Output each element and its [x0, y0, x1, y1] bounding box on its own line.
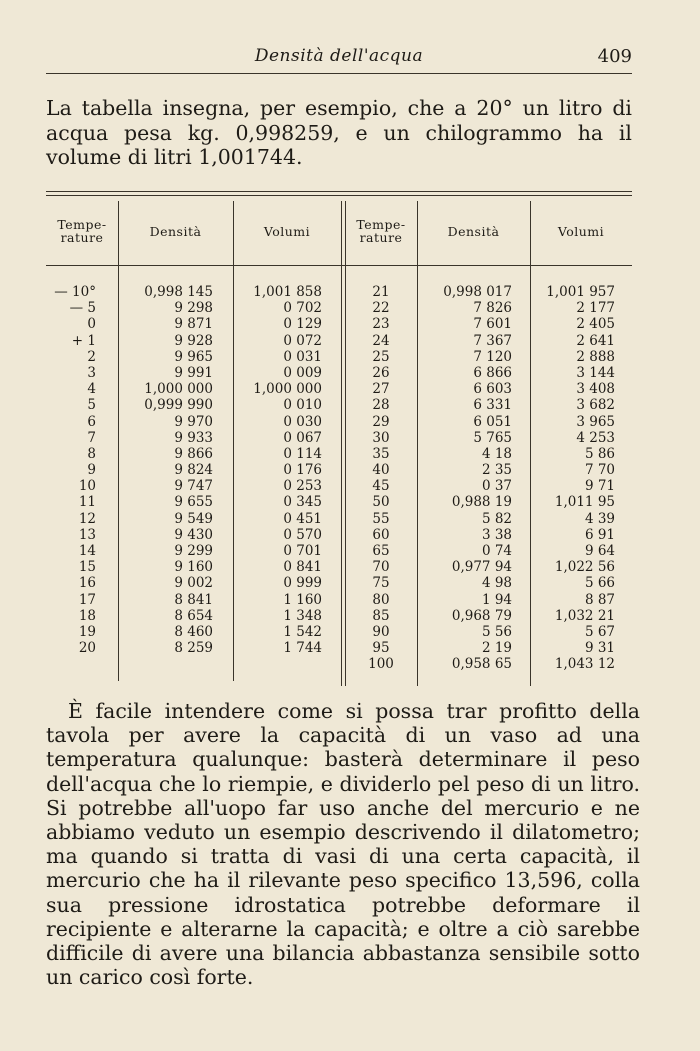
left-densities-cell: 0,999 990	[144, 397, 213, 414]
right-volumes-cell: 3 408	[576, 381, 615, 398]
right-volumes-cell: 5 66	[584, 575, 615, 592]
left-densities-cell: 9 160	[174, 559, 213, 576]
left-volumes-cell: 1 542	[283, 623, 322, 640]
right-temperatures-cell: 23	[372, 316, 390, 333]
left-temperatures-cell: 15	[78, 559, 96, 576]
right-volumes-cell: 2 641	[576, 332, 615, 349]
right-temperatures-cell: 25	[372, 348, 390, 365]
left-densities-cell: 8 259	[174, 640, 213, 657]
right-densities-cell: 0,998 017	[443, 284, 512, 300]
left-temperatures-cell: 10	[78, 478, 96, 495]
right-densities-cell: 3 38	[481, 526, 512, 543]
right-temperatures-cell: 22	[372, 300, 390, 317]
left-densities-cell: 9 991	[174, 364, 213, 381]
left-temperatures-cell: — 5	[69, 300, 96, 317]
left-volumes-cell: 0 010	[283, 397, 322, 414]
left-volumes-cell: 0 072	[283, 332, 322, 349]
left-temperatures-cell: 20	[78, 640, 96, 657]
right-volumes-cell: 3 965	[576, 413, 615, 430]
left-temperatures-cell: 6	[87, 413, 96, 430]
left-temperatures-cell: 2	[87, 348, 96, 365]
left-volumes-cell: 0 129	[283, 316, 322, 333]
left-volumes-cell: 0 570	[283, 526, 322, 543]
right-temperatures-cell: 28	[372, 397, 390, 414]
right-densities-cell: 7 120	[473, 348, 512, 365]
right-densities-cell: 4 18	[481, 445, 512, 462]
left-temperatures-cell: 13	[78, 526, 96, 543]
right-volumes-cell: 7 70	[584, 462, 615, 479]
table-top-rule	[46, 191, 632, 192]
right-temperatures-cell: 95	[372, 640, 390, 657]
right-temperatures-cell: 85	[372, 607, 390, 624]
left-volume-column	[233, 284, 322, 656]
left-temperatures-cell: 18	[78, 607, 96, 624]
left-densities-cell: 9 928	[174, 332, 213, 349]
right-volumes-cell: 3 144	[576, 364, 615, 381]
right-temperatures-cell: 29	[372, 413, 390, 430]
right-densities-cell: 5 765	[473, 429, 512, 446]
right-volumes-cell: 5 86	[584, 445, 615, 462]
right-temperatures-cell: 90	[372, 623, 390, 640]
right-density-column	[417, 284, 512, 673]
left-volumes-cell: 0 345	[283, 494, 322, 511]
right-volumes-cell: 3 682	[576, 397, 615, 414]
left-densities-cell: 9 970	[174, 413, 213, 430]
left-densities-cell: 8 654	[174, 607, 213, 624]
right-densities-cell: 6 331	[473, 397, 512, 414]
left-volumes-cell: 0 009	[283, 364, 322, 381]
right-densities-cell: 6 051	[473, 413, 512, 430]
right-densities-cell: 0,977 94	[451, 559, 512, 576]
left-volumes-cell: 1,001 858	[253, 284, 322, 300]
left-volumes-cell: 0 253	[283, 478, 322, 495]
left-temperatures-cell: + 1	[71, 332, 96, 349]
left-volumes-cell: 0 030	[283, 413, 322, 430]
right-temperatures-cell: 60	[372, 526, 390, 543]
right-volumes-cell: 1,032 21	[554, 607, 615, 624]
left-densities-cell: 1,000 000	[144, 381, 213, 398]
intro-paragraph: La tabella insegna, per esempio, che a 20° un litro di acqua pesa kg. 0,998259, e un chilogrammo ha il volume di litri 1,001744.	[46, 96, 632, 169]
header-density-left: Densità	[149, 223, 202, 239]
left-temperatures-cell: 3	[87, 364, 96, 381]
left-temperatures-cell: 19	[78, 623, 96, 640]
right-temperatures-cell: 45	[372, 478, 390, 495]
left-density-column	[118, 284, 213, 656]
right-densities-cell: 2 19	[481, 640, 512, 657]
right-densities-cell: 0 74	[481, 543, 512, 559]
body-paragraph	[46, 699, 640, 989]
body-paragraph-text: È facile intendere come si possa trar profitto della tavola per avere la capacità di un vaso ad una temperatura qualunque: basterà determinare il peso dell'acqua che lo riempie, e dividerlo pel peso di un litro. Si potrebbe all'uopo far uso anche del mercurio e ne abbiamo veduto un esempio descrivendo il dilatometro; ma quando si tratta di vasi di una certa capacità, il mercurio che ha il rilevante peso specifico 13,596, colla sua pressione idrostatica potrebbe deformare il recipiente e alterarne la capacità; e oltre a ciò sarebbe difficile di avere una bilancia abbastanza sensibile sotto un carico così forte.	[46, 699, 640, 990]
right-densities-cell: 6 603	[473, 381, 512, 398]
header-density-right: Densità	[447, 223, 500, 239]
right-temperatures-cell: 75	[372, 575, 390, 592]
right-temperatures-cell: 26	[372, 364, 390, 381]
left-temperature-column	[46, 284, 96, 656]
left-densities-cell: 8 460	[174, 623, 213, 640]
left-densities-cell: 9 824	[174, 462, 213, 479]
right-densities-cell: 4 98	[481, 575, 512, 592]
right-volumes-cell: 2 405	[576, 316, 615, 333]
right-densities-cell: 0,988 19	[451, 494, 512, 511]
table-top-rule-inner	[46, 195, 632, 196]
left-temperatures-cell: 14	[78, 543, 96, 559]
left-volumes-cell: 0 031	[283, 348, 322, 365]
left-volumes-cell: 1 348	[283, 607, 322, 624]
right-temperatures-cell: 30	[372, 429, 390, 446]
right-densities-cell: 0,958 65	[451, 656, 512, 673]
left-volumes-cell: 0 451	[283, 510, 322, 527]
left-densities-cell: 9 430	[174, 526, 213, 543]
right-volumes-cell: 5 67	[584, 623, 615, 640]
left-temperatures-cell: 5	[87, 397, 96, 414]
left-temperatures-cell: 0	[87, 316, 96, 333]
left-temperatures-cell: 12	[78, 510, 96, 527]
right-densities-cell: 0 37	[481, 478, 512, 495]
left-densities-cell: 9 933	[174, 429, 213, 446]
left-densities-cell: 9 866	[174, 445, 213, 462]
right-densities-cell: 0,968 79	[451, 607, 512, 624]
left-volumes-cell: 0 067	[283, 429, 322, 446]
left-volumes-cell: 1 744	[283, 640, 322, 657]
right-temperature-column	[345, 284, 417, 673]
right-volumes-cell: 1,022 56	[554, 559, 615, 576]
left-volumes-cell: 0 702	[283, 300, 322, 317]
right-temperatures-cell: 65	[372, 543, 390, 559]
right-densities-cell: 7 826	[473, 300, 512, 317]
right-volumes-cell: 1,001 957	[546, 284, 615, 300]
right-densities-cell: 5 82	[481, 510, 512, 527]
left-volumes-cell: 0 999	[283, 575, 322, 592]
left-temperatures-cell: 11	[78, 494, 96, 511]
right-volumes-cell: 8 87	[584, 591, 615, 608]
page-number: 409	[597, 46, 632, 67]
header-volumes-left: Volumi	[263, 223, 311, 239]
left-volumes-cell: 1 160	[283, 591, 322, 608]
right-volume-column	[530, 284, 615, 673]
right-densities-cell: 6 866	[473, 364, 512, 381]
right-volumes-cell: 9 71	[584, 478, 615, 495]
left-temperatures-cell: 7	[87, 429, 96, 446]
left-temperatures-cell: 17	[78, 591, 96, 608]
left-densities-cell: 9 549	[174, 510, 213, 527]
right-temperatures-cell: 70	[372, 559, 390, 576]
left-volumes-cell: 0 841	[283, 559, 322, 576]
right-densities-cell: 7 601	[473, 316, 512, 333]
left-temperatures-cell: 8	[87, 445, 96, 462]
left-volumes-cell: 0 114	[283, 445, 322, 462]
right-densities-cell: 5 56	[481, 623, 512, 640]
right-temperatures-cell: 35	[372, 445, 390, 462]
left-densities-cell: 9 298	[174, 300, 213, 317]
right-densities-cell: 2 35	[481, 462, 512, 479]
left-densities-cell: 9 871	[174, 316, 213, 333]
running-title: Densità dell'acqua	[254, 46, 424, 66]
right-volumes-cell: 9 64	[584, 543, 615, 559]
right-volumes-cell: 4 39	[584, 510, 615, 527]
right-temperatures-cell: 100	[368, 656, 394, 673]
right-volumes-cell: 4 253	[576, 429, 615, 446]
right-volumes-cell: 1,011 95	[554, 494, 615, 511]
right-temperatures-cell: 24	[372, 332, 390, 349]
left-temperatures-cell: 4	[87, 381, 96, 398]
water-density-table	[46, 191, 632, 688]
left-densities-cell: 9 655	[174, 494, 213, 511]
table-header-rule	[46, 265, 632, 266]
right-densities-cell: 1 94	[481, 591, 512, 608]
left-temperatures-cell: — 10°	[54, 284, 96, 300]
left-densities-cell: 9 965	[174, 348, 213, 365]
center-divider	[341, 201, 342, 686]
right-temperatures-cell: 80	[372, 591, 390, 608]
header-temperature-left: Tempe- rature	[57, 217, 107, 245]
left-temperatures-cell: 16	[78, 575, 96, 592]
right-volumes-cell: 1,043 12	[554, 656, 615, 673]
right-temperatures-cell: 27	[372, 381, 390, 398]
left-densities-cell: 9 299	[174, 543, 213, 559]
header-rule	[46, 73, 632, 74]
header-temperature-right: Tempe- rature	[356, 217, 406, 245]
left-volumes-cell: 0 176	[283, 462, 322, 479]
right-volumes-cell: 6 91	[584, 526, 615, 543]
right-temperatures-cell: 21	[372, 284, 390, 300]
right-volumes-cell: 2 177	[576, 300, 615, 317]
left-densities-cell: 8 841	[174, 591, 213, 608]
left-volumes-cell: 0 701	[283, 543, 322, 559]
right-densities-cell: 7 367	[473, 332, 512, 349]
right-temperatures-cell: 40	[372, 462, 390, 479]
header-volumes-right: Volumi	[557, 223, 605, 239]
right-temperatures-cell: 55	[372, 510, 390, 527]
right-volumes-cell: 2 888	[576, 348, 615, 365]
left-densities-cell: 9 002	[174, 575, 213, 592]
page-header	[46, 46, 632, 72]
right-volumes-cell: 9 31	[584, 640, 615, 657]
left-volumes-cell: 1,000 000	[253, 381, 322, 398]
right-temperatures-cell: 50	[372, 494, 390, 511]
left-densities-cell: 9 747	[174, 478, 213, 495]
left-densities-cell: 0,998 145	[144, 284, 213, 300]
left-temperatures-cell: 9	[87, 462, 96, 479]
